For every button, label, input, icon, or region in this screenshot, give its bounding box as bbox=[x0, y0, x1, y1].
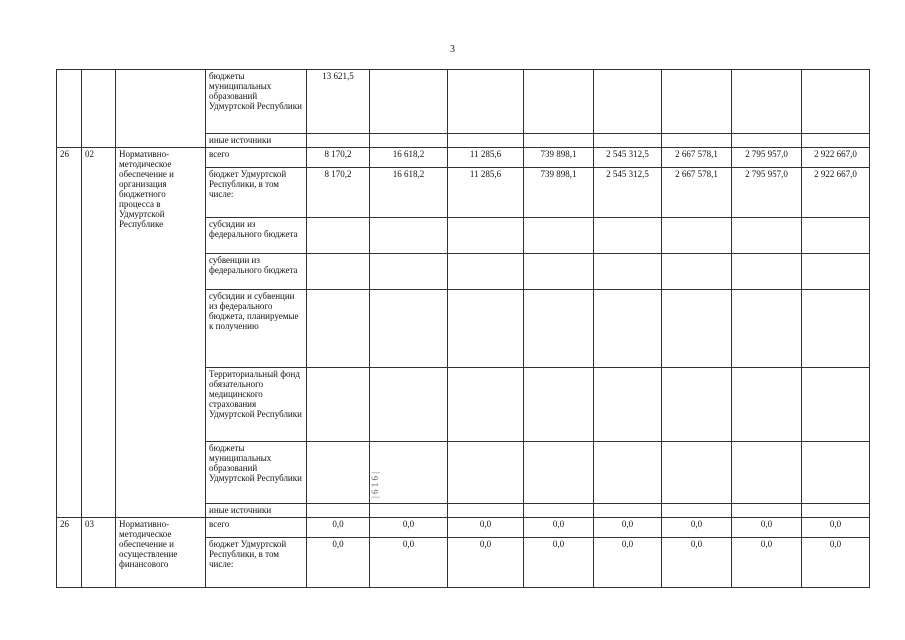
program-code-cell: 26 bbox=[57, 148, 82, 518]
value-cell bbox=[524, 70, 594, 134]
value-cell: 2 545 312,5 bbox=[594, 148, 662, 168]
value-cell: 0,0 bbox=[370, 518, 448, 538]
funding-source-cell: бюджет Удмуртской Республики, в том числе: bbox=[206, 168, 307, 218]
value-cell: 0,0 bbox=[594, 518, 662, 538]
funding-source-cell: всего bbox=[206, 148, 307, 168]
value-cell bbox=[524, 134, 594, 148]
value-cell bbox=[370, 218, 448, 254]
value-cell bbox=[370, 254, 448, 290]
value-cell bbox=[448, 134, 524, 148]
value-cell: 0,0 bbox=[732, 518, 802, 538]
value-cell bbox=[370, 290, 448, 368]
value-cell bbox=[594, 442, 662, 504]
value-cell bbox=[448, 290, 524, 368]
value-cell: 16 618,2 bbox=[370, 168, 448, 218]
funding-source-cell: Территориальный фонд обязательного медицинского страхования Удмуртской Республики bbox=[206, 368, 307, 442]
value-cell: 0,0 bbox=[732, 538, 802, 588]
value-cell bbox=[732, 504, 802, 518]
value-cell: 0,0 bbox=[448, 538, 524, 588]
value-cell bbox=[307, 134, 370, 148]
funding-source-cell: бюджеты муниципальных образований Удмуртской Республики bbox=[206, 442, 307, 504]
value-cell bbox=[662, 290, 732, 368]
value-cell bbox=[370, 504, 448, 518]
program-code-cell bbox=[57, 70, 82, 148]
value-cell: 16 618,2 bbox=[370, 148, 448, 168]
value-cell: 8 170,2 bbox=[307, 168, 370, 218]
value-cell bbox=[307, 254, 370, 290]
value-cell bbox=[732, 134, 802, 148]
value-cell bbox=[524, 504, 594, 518]
subprogram-name-cell: Нормативно-методическое обеспечение и осуществление финансового bbox=[116, 518, 206, 588]
value-cell bbox=[802, 218, 870, 254]
funding-source-cell: всего bbox=[206, 518, 307, 538]
funding-source-cell: бюджеты муниципальных образований Удмуртской Республики bbox=[206, 70, 307, 134]
value-cell bbox=[448, 254, 524, 290]
value-cell: 8 170,2 bbox=[307, 148, 370, 168]
subprogram-name-cell: Нормативно-методическое обеспечение и организация бюджетного процесса в Удмуртской Республике bbox=[116, 148, 206, 518]
value-cell bbox=[732, 442, 802, 504]
value-cell bbox=[662, 134, 732, 148]
value-cell: 0,0 bbox=[448, 518, 524, 538]
page-number: 3 bbox=[450, 44, 455, 55]
subprogram-code-cell: 02 bbox=[82, 148, 116, 518]
funding-source-cell: субвенции из федерального бюджета bbox=[206, 254, 307, 290]
budget-table bbox=[56, 69, 870, 588]
value-cell: 2 922 667,0 bbox=[802, 148, 870, 168]
value-cell: 2 922 667,0 bbox=[802, 168, 870, 218]
value-cell bbox=[732, 368, 802, 442]
table-row bbox=[57, 70, 870, 134]
value-cell: 0,0 bbox=[370, 538, 448, 588]
value-cell bbox=[448, 442, 524, 504]
value-cell bbox=[448, 504, 524, 518]
value-cell bbox=[802, 134, 870, 148]
value-cell: 0,0 bbox=[802, 538, 870, 588]
value-cell bbox=[662, 70, 732, 134]
value-cell bbox=[662, 504, 732, 518]
table-row bbox=[57, 518, 870, 538]
value-cell: 2 667 578,1 bbox=[662, 148, 732, 168]
value-cell bbox=[594, 504, 662, 518]
value-cell: 2 795 957,0 bbox=[732, 148, 802, 168]
value-cell bbox=[662, 368, 732, 442]
value-cell: 0,0 bbox=[594, 538, 662, 588]
value-cell bbox=[662, 442, 732, 504]
value-cell bbox=[802, 254, 870, 290]
value-cell bbox=[802, 70, 870, 134]
value-cell bbox=[802, 504, 870, 518]
value-cell: 739 898,1 bbox=[524, 148, 594, 168]
value-cell bbox=[594, 218, 662, 254]
handwritten-mark: | 6 1 6 | bbox=[370, 471, 380, 498]
value-cell: 0,0 bbox=[524, 518, 594, 538]
value-cell bbox=[662, 254, 732, 290]
table-row bbox=[57, 148, 870, 168]
value-cell bbox=[662, 218, 732, 254]
value-cell bbox=[802, 368, 870, 442]
value-cell bbox=[524, 442, 594, 504]
value-cell: 739 898,1 bbox=[524, 168, 594, 218]
value-cell bbox=[370, 368, 448, 442]
subprogram-name-cell bbox=[116, 70, 206, 148]
value-cell bbox=[307, 442, 370, 504]
value-cell bbox=[370, 134, 448, 148]
program-code-cell: 26 bbox=[57, 518, 82, 588]
value-cell bbox=[594, 134, 662, 148]
value-cell bbox=[594, 368, 662, 442]
value-cell: 0,0 bbox=[524, 538, 594, 588]
value-cell bbox=[594, 70, 662, 134]
value-cell bbox=[802, 290, 870, 368]
value-cell: 0,0 bbox=[662, 518, 732, 538]
value-cell bbox=[732, 254, 802, 290]
value-cell bbox=[448, 70, 524, 134]
value-cell: 2 545 312,5 bbox=[594, 168, 662, 218]
funding-source-cell: бюджет Удмуртской Республики, в том числе: bbox=[206, 538, 307, 588]
value-cell bbox=[307, 218, 370, 254]
value-cell bbox=[307, 368, 370, 442]
value-cell: 2 795 957,0 bbox=[732, 168, 802, 218]
value-cell bbox=[524, 254, 594, 290]
value-cell: 0,0 bbox=[662, 538, 732, 588]
subprogram-code-cell: 03 bbox=[82, 518, 116, 588]
subprogram-code-cell bbox=[82, 70, 116, 148]
value-cell: 11 285,6 bbox=[448, 148, 524, 168]
funding-source-cell: иные источники bbox=[206, 504, 307, 518]
funding-source-cell: иные источники bbox=[206, 134, 307, 148]
value-cell bbox=[732, 218, 802, 254]
value-cell bbox=[732, 290, 802, 368]
value-cell: 0,0 bbox=[802, 518, 870, 538]
value-cell bbox=[594, 290, 662, 368]
value-cell bbox=[802, 442, 870, 504]
value-cell bbox=[594, 254, 662, 290]
value-cell bbox=[448, 218, 524, 254]
funding-source-cell: субсидии и субвенции из федерального бюджета, планируемые к получению bbox=[206, 290, 307, 368]
value-cell: 11 285,6 bbox=[448, 168, 524, 218]
value-cell bbox=[732, 70, 802, 134]
value-cell: 0,0 bbox=[307, 538, 370, 588]
value-cell bbox=[448, 368, 524, 442]
value-cell: 2 667 578,1 bbox=[662, 168, 732, 218]
value-cell: 13 621,5 bbox=[307, 70, 370, 134]
value-cell bbox=[307, 290, 370, 368]
value-cell bbox=[370, 70, 448, 134]
funding-source-cell: субсидии из федерального бюджета bbox=[206, 218, 307, 254]
value-cell: 0,0 bbox=[307, 518, 370, 538]
value-cell bbox=[524, 290, 594, 368]
value-cell bbox=[524, 368, 594, 442]
value-cell bbox=[307, 504, 370, 518]
value-cell bbox=[524, 218, 594, 254]
